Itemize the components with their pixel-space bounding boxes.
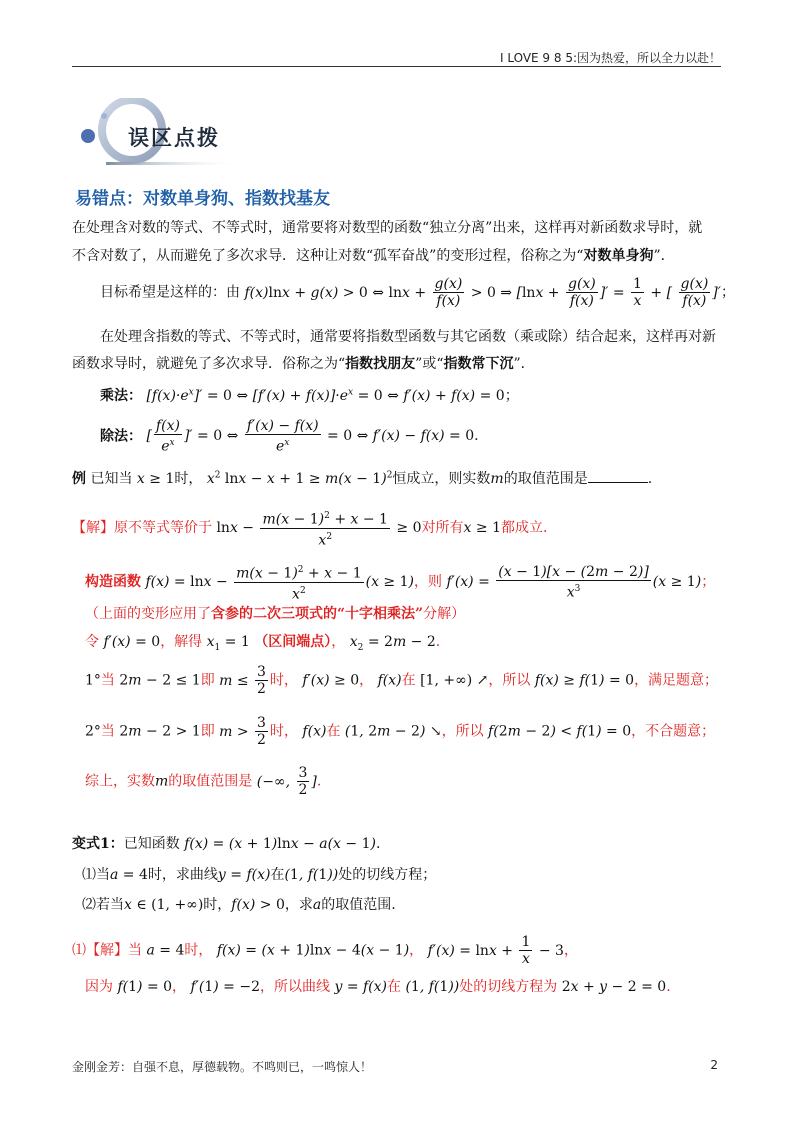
mult-formula: $[f(x)\cdot e^x]' = 0$ ⇔ $[f'(x) + f(x)]\cdot e^x = 0$ ⇔ f′(x) + f(x) = 0 [146,387,505,404]
page-number: 2 [710,1058,718,1072]
case1-interval: [1, +∞) ↗ [420,672,489,689]
variant-func: f(x) = (x + 1)lnx − a(x − 1) [184,836,376,852]
summary-b: 的取值范围是 [168,773,253,790]
answer-deriv: f′(x) = lnx + $\frac{1}{x}$ − 3 [427,934,564,967]
para1-line2 [72,246,675,266]
answer-blank [588,468,648,483]
case1-e: ，所以 [488,672,531,689]
q2-d: 的取值范围. [321,897,396,913]
let-label: 令 [85,634,99,650]
root2: $x_2 = 2m - 2$ [349,634,436,653]
para2-text: 函数求导时，就避免了多次求导．俗称之为“ [72,356,346,372]
q1-c: 在 [270,867,285,883]
answer-point: (1, f(1)) [405,979,460,995]
answer-f: 处的切线方程为 [459,979,558,995]
case1-d: 在 [401,672,416,689]
div-formula: [ $\frac{f(x)}{e^x}$ ]′ = 0 ⇔ $\frac{f'(x) - f(x)}{e^x}$ = 0 ⇔ f′(x) − f(x) = 0. [146,418,479,455]
case2-interval: (1, 2m − 2) ↘ [344,723,442,740]
answer-b: 时， [184,942,213,959]
summary-line: 综上，实数m的取值范围是 (−∞, $\frac{3}{2}$ ]. [85,765,322,798]
div-label: 除法： [100,428,142,445]
mult-line: 乘法： $[f(x)\cdot e^x]' = 0$ ⇔ $[f'(x) + f(x)]\cdot e^x = 0$ ⇔ f′(x) + f(x) = 0； [100,387,519,404]
let-formula: f′(x) = 0 [103,634,161,650]
header-rule [72,66,721,67]
case1-f-text: ，满足题意； [634,672,719,689]
derivative-formula: f′(x) = $\frac{(x - 1)[x - (2m - 2)]}{x^3}$ (x ≥ 1) [446,563,702,601]
para2-mid: ”或“ [415,356,444,372]
q1-curve: y = f(x) [217,867,271,883]
answer-tag: 【解】 [86,942,128,959]
case2-result: f(2m − 2) < f(1) = 0 [488,723,632,740]
solution-text-b: 对所有 [421,520,464,537]
solve-text: ，解得 [160,634,203,650]
solution-line1 [72,508,547,548]
case2-line: 2°当 2m − 2 > 1即 m > $\frac{3}{2}$ 时， f(x)在 (1, 2m − 2) ↘，所以 f(2m − 2) < f(1) = 0，不合题意； [85,715,716,748]
para2-bold2: 指数常下沉 [443,356,514,372]
target-line: 目标希望是这样的：由 f(x)lnx + g(x) > 0 ⇔ lnx + $\frac{g(x)}{f(x)}$ > 0 ⇒ [lnx + $\frac{g(x)}{f(x)}$ ]′ = $\frac{1}{x}$ + [ $\frac{g(x)}{f(x)}$ ]′； [100,276,735,309]
construct-formula: f(x) = lnx − $\frac{m(x - 1)^2 + x - 1}{x^2}$ (x ≥ 1) [145,574,414,590]
variant-stem: 已知函数 [123,836,180,852]
case1-b: 即 [200,672,215,689]
case1-f: f(x) [377,672,402,689]
let-line: 令 f′(x) = 0，解得 $x_1 = 1$ （区间端点）， $x_2 = 2m - 2$. [85,634,441,653]
case1-m: m ≤ $\frac{3}{2}$ [219,664,266,697]
q1-line [82,864,436,884]
answer-tangent: 2x + y − 2 = 0 [561,979,667,995]
solution-cond: x ≥ 1 [463,520,501,537]
answer-f1: f(1) = 0 [117,979,173,995]
q1-a: ⑴当 [82,867,110,883]
answer-func: f(x) = (x + 1)lnx − 4(x − 1) [216,942,410,959]
case2-f-text: ，不合题意； [631,723,716,740]
example-m: m [490,471,504,487]
para1-bold: 对数单身狗 [583,248,654,264]
q2-b: 时， [203,897,232,913]
answer-line2: 因为 f(1) = 0， f′(1) = −2，所以曲线 y = f(x)在 (1, f(1))处的切线方程为 2x + y − 2 = 0. [85,979,671,995]
para2-line2 [72,354,535,374]
note-text-b: 分解） [423,606,466,622]
solution-text-c: 都成立. [500,520,548,537]
case2-m: m > $\frac{3}{2}$ [219,715,266,748]
variant-label: 变式1： [72,836,124,852]
construct-then: ，则 [414,574,442,591]
q1-point: (1, f(1)) [284,867,339,883]
case1-result: f(x) ≥ f(1) = 0 [534,672,635,689]
answer-a-val: a = 4 [146,942,185,959]
case1-line: 1°当 2m − 2 ≤ 1即 m ≤ $\frac{3}{2}$ 时， f′(x) ≥ 0， f(x)在 [1, +∞) ↗，所以 f(x) ≥ f(1) = 0，满足题意； [85,664,719,697]
note-line [85,603,465,623]
q2-a-var: a [312,897,322,913]
case2-f: f(x) [302,723,327,740]
case1-c: 时， [269,672,298,689]
case1-fp: f′(x) ≥ 0 [302,672,360,689]
header-text: I LOVE 9 8 5:因为热爱，所以全力以赴！ [499,51,721,65]
endpoint-text: （区间端点） [254,634,332,650]
solution-tag: 【解】 [72,520,114,537]
div-line [100,418,479,455]
answer-fp1: f′(1) = −2 [190,979,260,995]
para2-line1: 在处理含指数的等式、不等式时，通常要将指数型函数与其它函数（乘或除）结合起来，这样再对新 [100,329,716,345]
case2-a: 当 [100,723,115,740]
heading: 易错点：对数单身狗、指数找基友 [75,189,330,209]
summary-m: m [155,773,169,790]
q2-c: ，求 [284,897,313,913]
example-ineq: $x^2$ $\ln x - x + 1 \ge m(x - 1)^2$ [206,470,393,487]
summary-a: 综上，实数 [85,773,155,790]
target-label: 目标希望是这样的：由 [100,284,240,301]
q2-a: ⑵若当 [82,897,124,913]
example-cond: x ≥ 1 [136,471,175,487]
solution-text-a: 原不等式等价于 [114,520,212,537]
note-bold: 含参的二次三项式的“十字相乘法” [211,606,424,622]
variant-line: 变式1：已知函数 f(x) = (x + 1)lnx − a(x − 1). [72,836,381,852]
root1: $x_1 = 1$ [206,634,250,653]
q1-d: 处的切线方程； [338,867,437,883]
answer-a: 当 [128,942,142,959]
q1-a-val: a = 4 [110,867,148,883]
q2-domain: x ∈ (1, +∞) [124,897,204,913]
example-text-c: 恒成立，则实数 [392,471,491,487]
answer-d: ，所以曲线 [260,979,330,995]
example-line: 例 已知当 x ≥ 1时， $x^2$ $\ln x - x + 1 \ge m(x - 1)^2$恒成立，则实数m的取值范围是 . [72,468,652,488]
construct-line: 构造函数 f(x) = lnx − $\frac{m(x - 1)^2 + x - 1}{x^2}$ (x ≥ 1)，则 f′(x) = $\frac{(x - 1)[x - (2m - 2)]}{x^3}$ (x ≥ 1)； [85,563,716,603]
mult-label: 乘法： [100,388,142,404]
case2-c: 时， [269,723,298,740]
target-formula: f(x)lnx + g(x) > 0 ⇔ lnx + $\frac{g(x)}{f(x)}$ > 0 ⇒ [lnx + $\frac{g(x)}{f(x)}$ ]′ = $\frac{1}{x}$ + [ $\frac{g(x)}{f(x)}$ ]′ [244,276,721,309]
q2-line [82,894,396,914]
answer-curve: y = f(x) [334,979,387,995]
answer-line1: ⑴【解】当 a = 4时， f(x) = (x + 1)lnx − 4(x − 1)， f′(x) = lnx + $\frac{1}{x}$ − 3， [72,934,578,967]
construct-label: 构造函数 [85,574,141,591]
case2-e: ，所以 [441,723,484,740]
section-title: 误区点拨 [128,126,220,150]
answer-e: 在 [387,979,401,995]
example-text-d: 的取值范围是 [503,471,588,487]
q1-b: 时，求曲线 [147,867,218,883]
solution-ineq: lnx − $\frac{m(x - 1)^2 + x - 1}{x^2}$ ≥ 0 [216,520,421,536]
q2-cond: f(x) > 0 [231,897,285,913]
example-text-a: 已知当 [90,471,133,487]
answer-num: ⑴ [72,942,86,959]
example-text-b: 时， [174,471,203,487]
para1-line1: 在处理含对数的等式、不等式时，通常要将对数型的函数“独立分离”出来，这样再对新函数求导时，就 [72,220,703,236]
case1-a: 当 [100,672,115,689]
example-label: 例 [72,471,86,487]
para2-bold1: 指数找朋友 [345,356,416,372]
summary-range: (−∞, $\frac{3}{2}$ ] [256,765,317,798]
answer-c: 因为 [85,979,113,995]
case2-cond: 2m − 2 > 1 [119,723,201,740]
para1-text: 不含对数了，从而避免了多次求导．这种让对数“孤军奋战”的变形过程，俗称之为“ [72,248,584,264]
case2-b: 即 [200,723,215,740]
case1-cond: 2m − 2 ≤ 1 [119,672,201,689]
para2-end: ”． [513,356,535,372]
para1-end: ”． [653,248,675,264]
case2-d: 在 [326,723,341,740]
note-text-a: （上面的变形应用了 [85,606,211,622]
footer-motto: 金刚金芳：自强不息，厚德载物。不鸣则已，一鸣惊人！ [72,1060,373,1074]
